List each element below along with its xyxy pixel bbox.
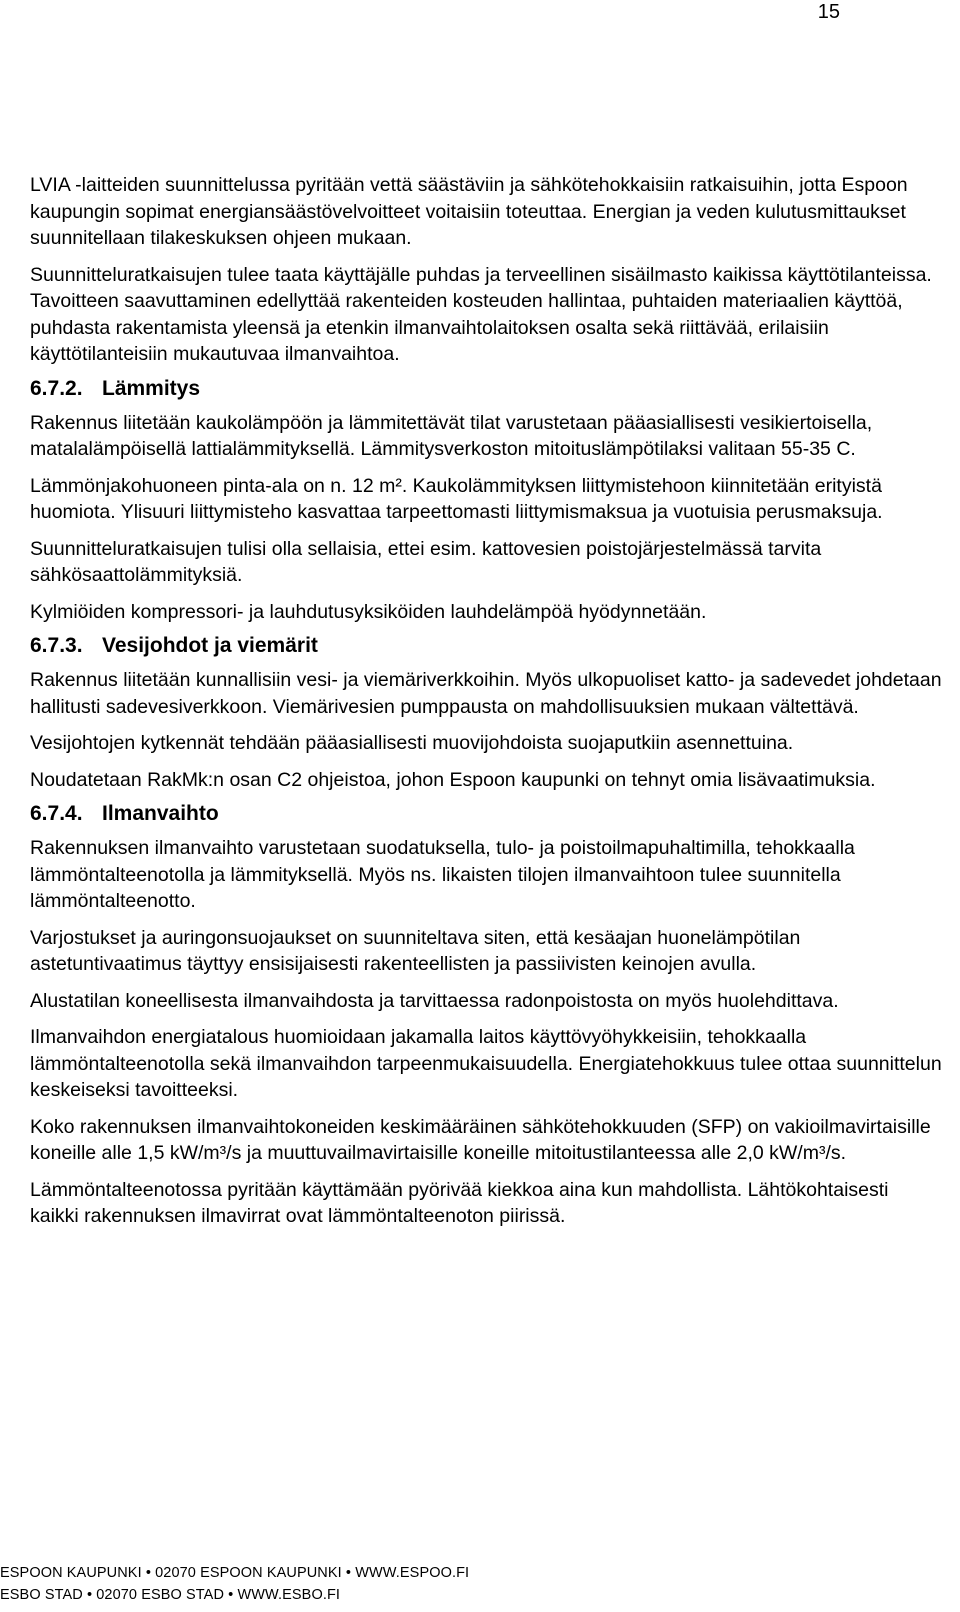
section-number: 6.7.3. — [30, 634, 83, 657]
paragraph: Varjostukset ja auringonsuojaukset on suunniteltava siten, että kesäajan huonelämpötilan astetuntivaatimus täyttyy ensisijaisesti rakenteellisten ja passiivisten keinojen avulla. — [30, 926, 801, 975]
paragraph: Rakennuksen ilmanvaihto varustetaan suodatuksella, tulo- ja poistoilmapuhaltimilla, tehokkaalla lämmöntalteenotolla ja lämmityksellä. Myös ns. likaisten tilojen ilmanvaihtoon tulee suunnitella lämmöntalteenotto. — [30, 837, 855, 912]
paragraph: Koko rakennuksen ilmanvaihtokoneiden keskimääräinen sähkötehokkuuden (SFP) on vakioilmavirtaisille koneille alle 1,5 kW/m³/s ja muuttuvailmavirtaisille koneille mitoitustilanteessa alle 2,0 kW/m³/s. — [30, 1115, 931, 1164]
paragraph: Lämmöntalteenotossa pyritään käyttämään pyörivää kiekkoa aina kun mahdollista. Lähtökohtaisesti kaikki rakennuksen ilmavirrat ovat lämmöntalteenoton piirissä. — [30, 1178, 889, 1227]
section-heading-vesijohdot — [30, 632, 942, 660]
paragraph: Suunnitteluratkaisujen tulisi olla sellaisia, ettei esim. kattovesien poistojärjestelmässä tarvita sähkösaattolämmityksiä. — [30, 537, 822, 586]
paragraph: LVIA -laitteiden suunnittelussa pyritään vettä säästäviin ja sähkötehokkaisiin ratkaisuihin, jotta Espoon kaupungin sopimat energiansäästövelvoitteet voitaisiin toteuttaa. Energian ja veden kulutusmittaukset suunnitellaan tilakeskuksen ohjeen mukaan. — [30, 174, 908, 249]
paragraph: Kylmiöiden kompressori- ja lauhdutusyksiköiden lauhdelämpöä hyödynnetään. — [30, 600, 707, 623]
paragraph: Suunnitteluratkaisujen tulee taata käyttäjälle puhdas ja terveellinen sisäilmasto kaikissa käyttötilanteissa. Tavoitteen saavuttaminen edellyttää rakenteiden kosteuden hallintaa, puhtaiden materiaalien käyttöä, puhdasta rakentamista yleensä ja etenkin ilmanvaihtolaitoksen osalta sekä riittävää, erilaisiin käyttötilanteisiin mukautuvaa ilmanvaihtoa. — [30, 263, 932, 365]
section-number: 6.7.2. — [30, 376, 83, 400]
paragraph: Vesijohtojen kytkennät tehdään pääasiallisesti muovijohdoista suojaputkiin asennettuina. — [30, 732, 794, 754]
section-title: Ilmanvaihto — [102, 802, 219, 825]
page-footer — [0, 1562, 469, 1606]
section-title: Lämmitys — [102, 376, 201, 400]
page-number: 15 — [817, 1, 840, 23]
footer-line-swedish: ESBO STAD • 02070 ESBO STAD • WWW.ESBO.FI — [0, 1587, 341, 1603]
section-title: Vesijohdot ja viemärit — [102, 634, 318, 657]
paragraph: Noudatetaan RakMk:n osan C2 ohjeistoa, johon Espoon kaupunki on tehnyt omia lisävaatimuksia. — [30, 768, 876, 791]
paragraph: Alustatilan koneellisesta ilmanvaihdosta ja tarvittaessa radonpoistosta on myös huolehdittava. — [30, 989, 839, 1012]
section-heading-lammitys — [30, 375, 942, 403]
paragraph: Ilmanvaihdon energiatalous huomioidaan jakamalla laitos käyttövyöhykkeisiin, tehokkaalla lämmöntalteenotolla sekä ilmanvaihdon tarpeenmukaisuudella. Energiatehokkuus tulee ottaa suunnittelun keskeiseksi tavoitteeksi. — [30, 1026, 942, 1101]
footer-line-finnish: ESPOON KAUPUNKI • 02070 ESPOON KAUPUNKI • WWW.ESPOO.FI — [0, 1565, 470, 1581]
paragraph: Lämmönjakohuoneen pinta-ala on n. 12 m². Kaukolämmityksen liittymistehoon kiinnitetään erityistä huomiota. Ylisuuri liittymisteho kasvattaa tarpeettomasti liittymismaksua ja vuotuisia perusmaksuja. — [30, 474, 883, 523]
document-body — [30, 172, 942, 1240]
section-heading-ilmanvaihto — [30, 800, 942, 828]
section-number: 6.7.4. — [30, 802, 83, 825]
paragraph: Rakennus liitetään kaukolämpöön ja lämmitettävät tilat varustetaan pääasiallisesti vesikiertoisella, matalalämpöisellä lattialämmityksellä. Lämmitysverkoston mitoituslämpötilaksi valitaan 55-35 C. — [30, 411, 873, 460]
paragraph: Rakennus liitetään kunnallisiin vesi- ja viemäriverkkoihin. Myös ulkopuoliset katto- ja sadevedet johdetaan hallitusti sadevesiverkkoon. Viemärivesien pumppausta on mahdollisuuksien mukaan vältettävä. — [30, 669, 942, 718]
